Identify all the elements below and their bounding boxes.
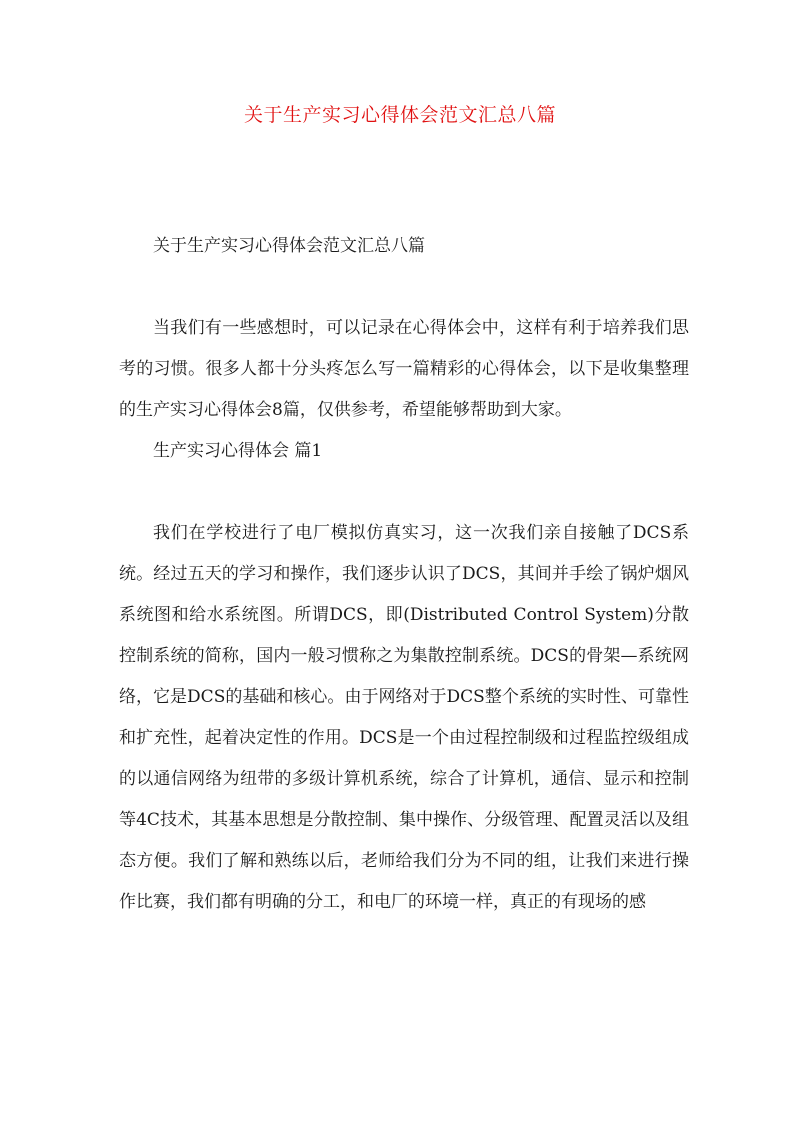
document-title: 关于生产实习心得体会范文汇总八篇: [243, 104, 556, 126]
intro-paragraph: 当我们有一些感想时，可以记录在心得体会中，这样有利于培养我们思考的习惯。很多人都十分头疼怎么写一篇精彩的心得体会，以下是收集整理的生产实习心得体会8篇，仅供参考，希望能够帮助到大家。: [119, 318, 689, 420]
section-heading: 生产实习心得体会 篇1: [153, 441, 323, 461]
subtitle: 关于生产实习心得体会范文汇总八篇: [153, 236, 425, 256]
spacer: [119, 472, 689, 513]
spacer: [119, 267, 689, 308]
body-paragraph: 我们在学校进行了电厂模拟仿真实习，这一次我们亲自接触了DCS系统。经过五天的学习和操作，我们逐步认识了DCS，其间并手绘了锅炉烟风系统图和给水系统图。所谓DCS，即(Distributed Control System)分散控制系统的简称，国内一般习惯称之为集散控制系统。DCS的骨架—系统网络，它是DCS的基础和核心。由于网络对于DCS整个系统的实时性、可靠性和扩充性，起着决定性的作用。DCS是一个由过程控制级和过程监控级组成的以通信网络为纽带的多级计算机系统，综合了计算机，通信、显示和控制等4C技术，其基本思想是分散控制、集中操作、分级管理、配置灵活以及组态方便。我们了解和熟练以后，老师给我们分为不同的组，让我们来进行操作比赛，我们都有明确的分工，和电厂的环境一样，真正的有现场的感: [119, 523, 689, 912]
document-content: [119, 226, 689, 923]
